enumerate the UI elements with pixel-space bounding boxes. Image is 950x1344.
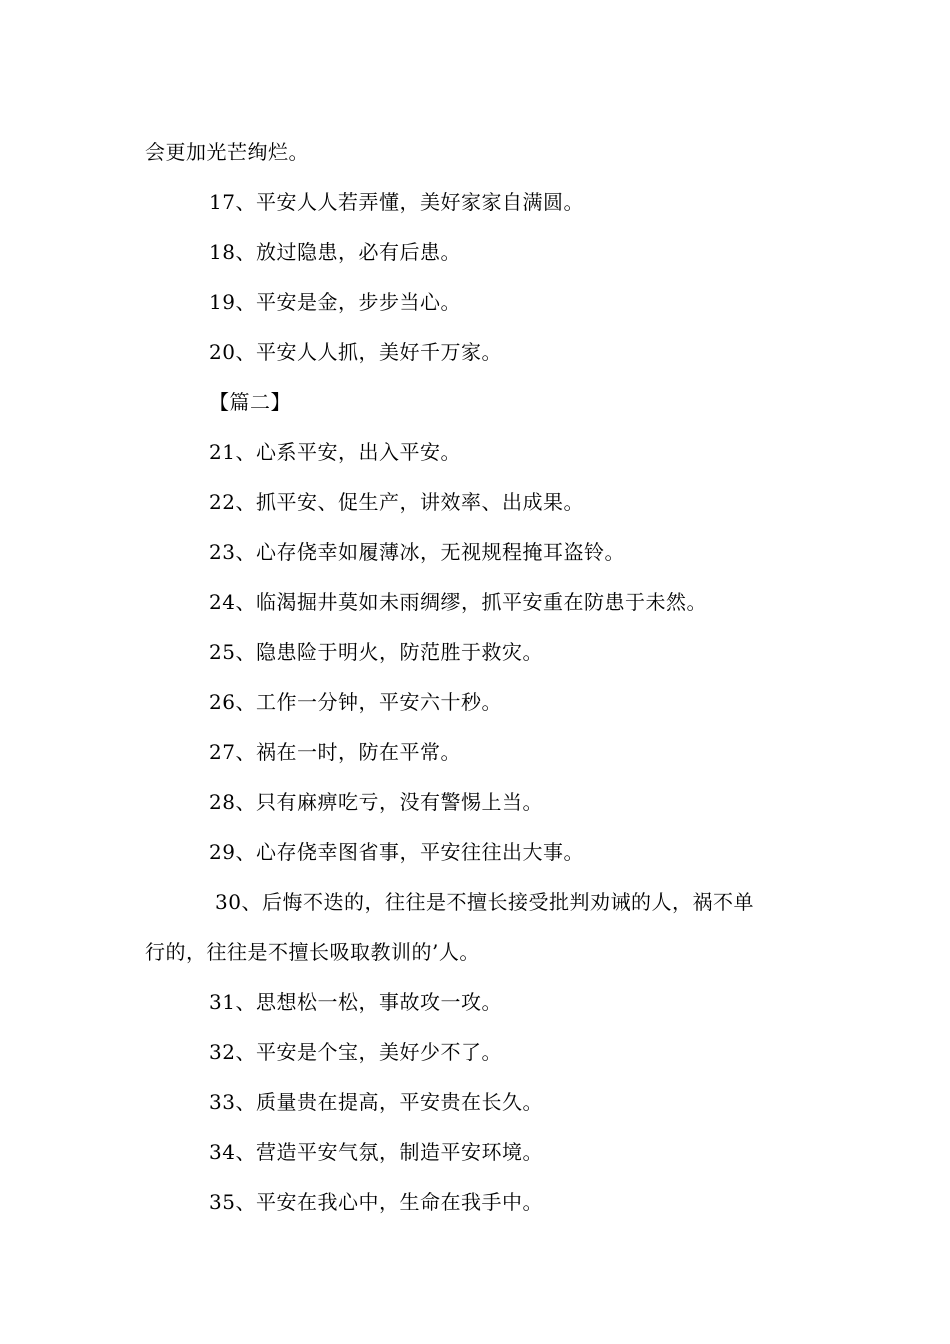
slogan-32: 32、平安是个宝，美好少不了。 [209, 1040, 502, 1064]
slogan-25: 25、隐患险于明火，防范胜于救灾。 [209, 640, 543, 664]
slogan-24: 24、临渴掘井莫如未雨绸缪，抓平安重在防患于未然。 [209, 590, 707, 614]
slogan-29: 29、心存侥幸图省事，平安往往出大事。 [209, 840, 584, 864]
slogan-28: 28、只有麻痹吃亏，没有警惕上当。 [209, 790, 543, 814]
slogan-31: 31、思想松一松，事故攻一攻。 [209, 990, 502, 1014]
slogan-17: 17、平安人人若弄懂，美好家家自满圆。 [209, 190, 584, 214]
section-heading: 【篇二】 [209, 390, 291, 414]
slogan-33: 33、质量贵在提高，平安贵在长久。 [209, 1090, 543, 1114]
slogan-20: 20、平安人人抓，美好千万家。 [209, 340, 502, 364]
slogan-30: 30、后悔不迭的，往往是不擅长接受批判劝诫的人，祸不单 [215, 890, 754, 914]
slogan-23: 23、心存侥幸如履薄冰，无视规程掩耳盗铃。 [209, 540, 625, 564]
paragraph-continuation: 会更加光芒绚烂。 [145, 140, 309, 164]
slogan-27: 27、祸在一时，防在平常。 [209, 740, 461, 764]
slogan-19: 19、平安是金，步步当心。 [209, 290, 461, 314]
slogan-35: 35、平安在我心中，生命在我手中。 [209, 1190, 543, 1214]
slogan-34: 34、营造平安气氛，制造平安环境。 [209, 1140, 543, 1164]
slogan-22: 22、抓平安、促生产，讲效率、出成果。 [209, 490, 584, 514]
slogan-30-continuation: 行的，往往是不擅长吸取教训的’人。 [145, 940, 480, 964]
slogan-21: 21、心系平安，出入平安。 [209, 440, 461, 464]
slogan-26: 26、工作一分钟，平安六十秒。 [209, 690, 502, 714]
document-body [145, 127, 810, 1227]
slogan-18: 18、放过隐患，必有后患。 [209, 240, 461, 264]
